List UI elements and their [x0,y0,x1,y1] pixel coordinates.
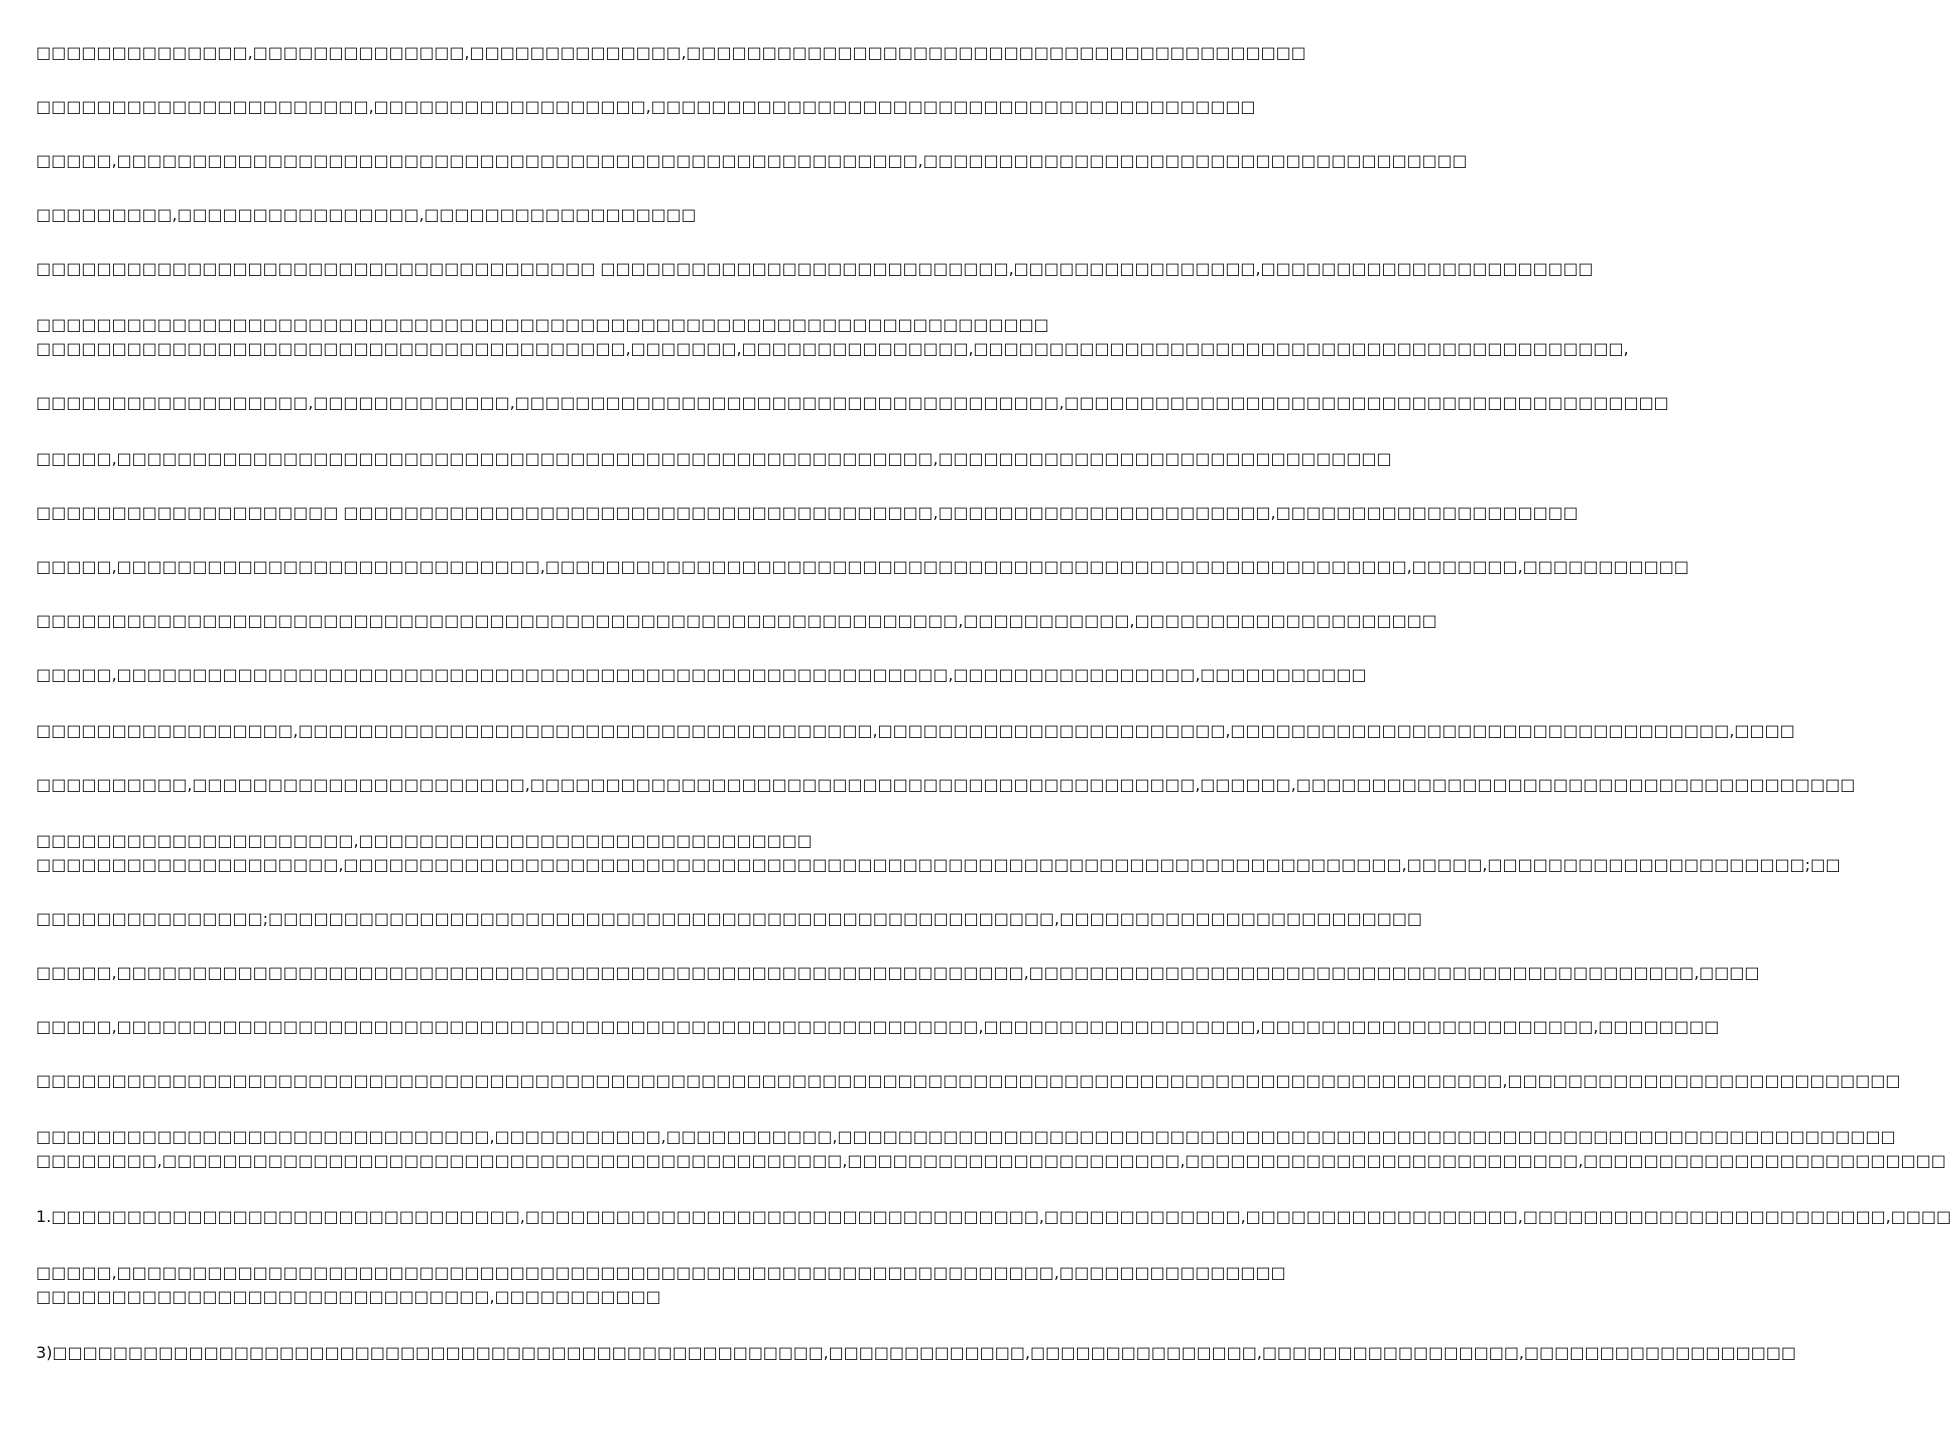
text-line: □□□□□□□□□□□□□□□□□□□□□□□□□□□□□□□□□□□□□□□□□□□□□□□□□□□□□□□□□□□□□□□□□□□□□□□□□□□□□□□□□□□□□□□□□□□□□□□□□,□□□□□□□□□□□□□□□□□□□□□□□□□□ [36,1071,1901,1090]
document-page [36,36,1951,1426]
text-line: □□□□□□□□,□□□□□□□□□□□□□□□□□□□□□□□□□□□□□□□□□□□□□□□□□□□□□,□□□□□□□□□□□□□□□□□□□□□□,□□□□□□□□□□□□□□□□□□□□□□□□□□,□□□□□□□□□□□□□□□□□□□□□□□□ [36,1151,1946,1170]
text-line: □□□□□□□□□□□□□□□□□□□□□□□□□□□□□□□□□□□□□□□□□□□□□□□□□□□□□□□□□□□□□,□□□□□□□□□□□,□□□□□□□□□□□□□□□□□□□□ [36,611,1437,630]
text-line: □□□□□,□□□□□□□□□□□□□□□□□□□□□□□□□□□□□□□□□□□□□□□□□□□□□□□□□□□□□□□□□□□□□□,□□□□□□□□□□□□□□□ [36,1263,1286,1282]
text-line: □□□□□,□□□□□□□□□□□□□□□□□□□□□□□□□□□□□□□□□□□□□□□□□□□□□□□□□□□□□□□□□□□□,□□□□□□□□□□□□□□□□□□□□□□□□□□□□□□□□□□□□□□□□□□□□,□□□□ [36,963,1760,982]
text-line: □□□□□□□□□□□□□□□;□□□□□□□□□□□□□□□□□□□□□□□□□□□□□□□□□□□□□□□□□□□□□□□□□□□□,□□□□□□□□□□□□□□□□□□□□□□□□ [36,909,1423,928]
text-line: □□□□□□□□□□□□□□□□□□□□□□□□□□□□□□□□□□□□□ □□□□□□□□□□□□□□□□□□□□□□□□□□□,□□□□□□□□□□□□□□□□,□□□□□□□□□□□□□□□□□□□□□□ [36,259,1594,278]
text-line: □□□□□,□□□□□□□□□□□□□□□□□□□□□□□□□□□□□□□□□□□□□□□□□□□□□□□□□□□□□,□□□□□□□□□□□□□□□□□□□□□□□□□□□□□□□□□□□□ [36,151,1468,170]
text-line: 1.□□□□□□□□□□□□□□□□□□□□□□□□□□□□□□□,□□□□□□□□□□□□□□□□□□□□□□□□□□□□□□□□□□,□□□□□□□□□□□□□,□□□□□□□□□□□□□□□□□□,□□□□□□□□□□□□□□□□□□□□□□□□,□□□□ [36,1207,1951,1226]
text-line: □□□□□□□□□□□□□□□□□□□□ □□□□□□□□□□□□□□□□□□□□□□□□□□□□□□□□□□□□□□□,□□□□□□□□□□□□□□□□□□□□□□,□□□□□□□□□□□□□□□□□□□□ [36,503,1579,522]
text-line: □□□□□□□□□□□□□□□□□,□□□□□□□□□□□□□□□□□□□□□□□□□□□□□□□□□□□□□□,□□□□□□□□□□□□□□□□□□□□□□□,□□□□□□□□□□□□□□□□□□□□□□□□□□□□□□□□□,□□□□ [36,721,1795,740]
text-line: □□□□□□□□□□□□□□□□□□□□□□□□□□□□□□,□□□□□□□□□□□ [36,1287,661,1306]
text-line: □□□□□□□□□□□□□□□□□□□□□,□□□□□□□□□□□□□□□□□□□□□□□□□□□□□□ [36,831,813,850]
text-line: □□□□□□□□□□□□□□,□□□□□□□□□□□□□□,□□□□□□□□□□□□□□,□□□□□□□□□□□□□□□□□□□□□□□□□□□□□□□□□□□□□□□□□ [36,43,1306,62]
text-line: □□□□□□□□□□,□□□□□□□□□□□□□□□□□□□□□□,□□□□□□□□□□□□□□□□□□□□□□□□□□□□□□□□□□□□□□□□□□□□,□□□□□□,□□□□□□□□□□□□□□□□□□□□□□□□□□□□□□□□□□□□□ [36,775,1856,794]
text-line: □□□□□,□□□□□□□□□□□□□□□□□□□□□□□□□□□□□□□□□□□□□□□□□□□□□□□□□□□□□□,□□□□□□□□□□□□□□□□□□□□□□□□□□□□□□ [36,449,1392,468]
text-line: □□□□□□□□□□□□□□□□□□□□,□□□□□□□□□□□□□□□□□□□□□□□□□□□□□□□□□□□□□□□□□□□□□□□□□□□□□□□□□□□□□□□□□□□□□□,□□□□□,□□□□□□□□□□□□□□□□□□□□□;□□ [36,855,1841,874]
text-line: □□□□□□□□□□□□□□□□□□□□□□□□□□□□□□,□□□□□□□□□□□,□□□□□□□□□□□,□□□□□□□□□□□□□□□□□□□□□□□□□□□□□□□□□□□□□□□□□□□□□□□□□□□□□□□□□□□□□□□□□□□□□□ [36,1127,1896,1146]
text-line: □□□□□,□□□□□□□□□□□□□□□□□□□□□□□□□□□□□□□□□□□□□□□□□□□□□□□□□□□□□□□□□,□□□□□□□□□□□□□□□□□□,□□□□□□□□□□□□□□□□□□□□□□,□□□□□□□□ [36,1017,1720,1036]
text-line: □□□□□□□□□,□□□□□□□□□□□□□□□□,□□□□□□□□□□□□□□□□□□ [36,205,697,224]
text-line: 3)□□□□□□□□□□□□□□□□□□□□□□□□□□□□□□□□□□□□□□□□□□□□□□□□□□□,□□□□□□□□□□□□□,□□□□□□□□□□□□□□□,□□□□□□□□□□□□□□□□□,□□□□□□□□□□□□□□□□□□ [36,1343,1797,1362]
text-line: □□□□□□□□□□□□□□□□□□□□□□,□□□□□□□□□□□□□□□□□□,□□□□□□□□□□□□□□□□□□□□□□□□□□□□□□□□□□□□□□□□ [36,97,1256,116]
text-line: □□□□□□□□□□□□□□□□□□□□□□□□□□□□□□□□□□□□□□□,□□□□□□□,□□□□□□□□□□□□□□□,□□□□□□□□□□□□□□□□□□□□□□□□□□□□□□□□□□□□□□□□□□□, [36,339,1629,358]
text-line: □□□□□□□□□□□□□□□□□□□□□□□□□□□□□□□□□□□□□□□□□□□□□□□□□□□□□□□□□□□□□□□□□□□ [36,315,1049,334]
text-line: □□□□□□□□□□□□□□□□□□,□□□□□□□□□□□□□,□□□□□□□□□□□□□□□□□□□□□□□□□□□□□□□□□□□□,□□□□□□□□□□□□□□□□□□□□□□□□□□□□□□□□□□□□□□□□ [36,393,1669,412]
text-line: □□□□□,□□□□□□□□□□□□□□□□□□□□□□□□□□□□,□□□□□□□□□□□□□□□□□□□□□□□□□□□□□□□□□□□□□□□□□□□□□□□□□□□□□□□□□,□□□□□□□,□□□□□□□□□□□ [36,557,1689,576]
text-line: □□□□□,□□□□□□□□□□□□□□□□□□□□□□□□□□□□□□□□□□□□□□□□□□□□□□□□□□□□□□□,□□□□□□□□□□□□□□□□,□□□□□□□□□□□ [36,665,1367,684]
